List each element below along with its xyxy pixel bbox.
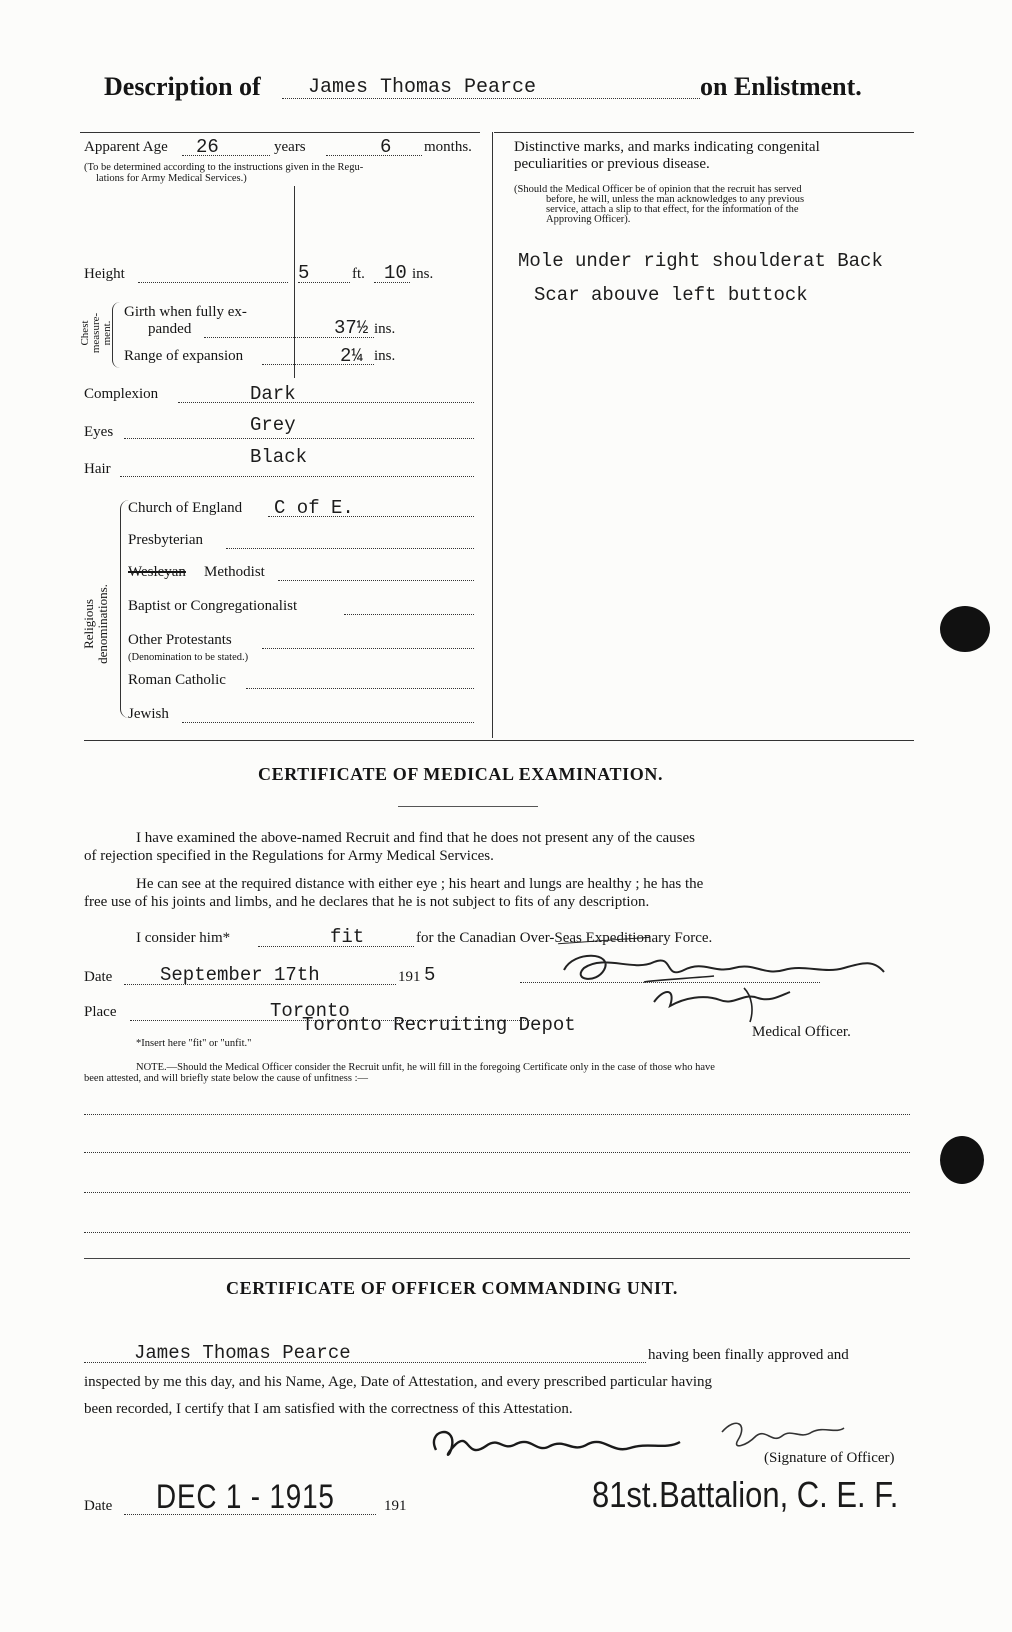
height-label: Height	[84, 266, 125, 282]
marks-note-line-1: (Should the Medical Officer be of opinion that the recruit has served	[514, 184, 802, 195]
date-stamp: DEC 1 - 1915	[156, 1478, 335, 1516]
chest-measurement-label	[79, 300, 113, 370]
methodist-label: Methodist	[204, 564, 265, 580]
medical-date-value: September 17th	[160, 964, 320, 986]
medical-year-prefix: 191	[398, 969, 421, 985]
age-note-line-2: lations for Army Medical Services.)	[96, 173, 247, 184]
medical-officer-signature	[544, 940, 924, 1030]
age-years-value: 26	[196, 136, 219, 158]
commanding-line3: been recorded, I certify that I am satisfied with the correctness of this Attestation.	[84, 1401, 573, 1417]
chest-label-line-2: measure-	[90, 312, 102, 354]
commanding-date-label: Date	[84, 1498, 113, 1514]
distinctive-mark-1: Mole under right shoulderat Back	[518, 250, 883, 272]
girth-label-2: panded	[148, 321, 192, 337]
religion-label	[82, 570, 116, 680]
marks-heading-line-1: Distinctive marks, and marks indicating congenital	[514, 139, 820, 155]
roman-catholic-line	[246, 688, 474, 689]
religion-label-line-1: Religious	[81, 599, 96, 649]
denomination-note: (Denomination to be stated.)	[128, 652, 249, 663]
commanding-certificate-title: CERTIFICATE OF OFFICER COMMANDING UNIT.	[226, 1278, 678, 1298]
medical-para1-line1: I have examined the above-named Recruit and find that he does not present any of the causes	[136, 830, 695, 846]
commanding-name-line	[84, 1362, 646, 1363]
presbyterian-label: Presbyterian	[128, 532, 203, 548]
form-title-prefix: Description of	[104, 72, 261, 101]
marks-note-line-2: before, he will, unless the man acknowledges to any previous	[546, 194, 805, 205]
church-of-england-value: C of E.	[274, 497, 354, 519]
consider-label: I consider him*	[136, 930, 231, 946]
commanding-line2: inspected by me this day, and his Name, Age, Date of Attestation, and every prescribed particular having	[84, 1374, 713, 1390]
height-line	[138, 282, 288, 283]
other-protestants-label: Other Protestants	[128, 632, 232, 648]
commanding-recruit-name: James Thomas Pearce	[134, 1342, 351, 1364]
chest-label-line-1: Chest	[79, 320, 91, 346]
height-ins-line	[374, 282, 410, 283]
girth-label-1: Girth when fully ex-	[124, 304, 247, 320]
medical-year-suffix: 5	[424, 964, 436, 986]
unfitness-line-4	[84, 1232, 910, 1233]
presbyterian-line	[226, 548, 474, 549]
chest-label-line-3: ment.	[101, 320, 113, 346]
medical-para2-line2: free use of his joints and limbs, and he declares that he is not subject to fits of any description.	[84, 894, 650, 910]
jewish-line	[182, 722, 474, 723]
height-ins-value: 10	[384, 262, 407, 284]
girth-ins-label: ins.	[374, 321, 396, 337]
medical-officer-label: Medical Officer.	[752, 1024, 851, 1040]
age-note-line-1: (To be determined according to the instructions given in the Regu-	[84, 162, 364, 173]
range-value: 2¼	[340, 345, 363, 367]
height-ft-value: 5	[298, 262, 310, 284]
punch-hole-bottom	[940, 1136, 984, 1184]
medical-certificate-title: CERTIFICATE OF MEDICAL EXAMINATION.	[258, 764, 664, 784]
for-the-force: for the Canadian Over-Seas Expeditionary Force.	[416, 930, 713, 946]
unfitness-line-1	[84, 1114, 910, 1115]
chest-brace	[112, 302, 121, 368]
eyes-line	[124, 438, 474, 439]
range-ins-label: ins.	[374, 348, 396, 364]
signature-of-officer-label: (Signature of Officer)	[764, 1450, 895, 1466]
ft-label: ft.	[352, 266, 365, 282]
age-months-line	[326, 155, 422, 156]
place-value-2: Toronto Recruiting Depot	[302, 1014, 576, 1036]
complexion-value: Dark	[250, 383, 296, 405]
recruit-name: James Thomas Pearce	[308, 76, 537, 99]
baptist-label: Baptist or Congregationalist	[128, 598, 298, 614]
years-label: years	[274, 139, 306, 155]
medical-title-underline	[398, 806, 538, 807]
medical-para1-line2: of rejection specified in the Regulations for Army Medical Services.	[84, 848, 494, 864]
ins-label: ins.	[412, 266, 434, 282]
name-dotted-line	[282, 98, 700, 99]
girth-value: 37½	[334, 317, 369, 339]
unfit-note-line-1: NOTE.—Should the Medical Officer consider the Recruit unfit, he will fill in the foregoing Certificate only in the case of those who have	[136, 1062, 715, 1073]
commanding-year-prefix: 191	[384, 1498, 407, 1514]
top-rule-right	[494, 132, 914, 133]
jewish-label: Jewish	[128, 706, 169, 722]
battalion-stamp: 81st.Battalion, C. E. F.	[592, 1474, 899, 1515]
church-of-england-label: Church of England	[128, 500, 243, 516]
second-divider	[84, 1258, 910, 1259]
form-title-suffix: on Enlistment.	[700, 72, 862, 101]
insert-note: *Insert here "fit" or "unfit."	[136, 1038, 252, 1049]
place-label: Place	[84, 1004, 117, 1020]
religion-label-line-2: denominations.	[95, 584, 110, 664]
baptist-line	[344, 614, 474, 615]
range-label: Range of expansion	[124, 348, 244, 364]
hair-line	[120, 476, 474, 477]
unfit-note-line-2: been attested, and will briefly state below the cause of unfitness :—	[84, 1073, 368, 1084]
medical-date-label: Date	[84, 969, 113, 985]
methodist-line	[278, 580, 474, 581]
distinctive-mark-2: Scar abouve left buttock	[534, 284, 808, 306]
marks-note-line-3: service, attach a slip to that effect, for the information of the	[546, 204, 799, 215]
roman-catholic-label: Roman Catholic	[128, 672, 226, 688]
complexion-line	[178, 402, 474, 403]
months-label: months.	[424, 139, 472, 155]
hair-label: Hair	[84, 461, 111, 477]
eyes-value: Grey	[250, 414, 296, 436]
section-divider	[84, 740, 914, 741]
apparent-age-label: Apparent Age	[84, 139, 168, 155]
unfitness-line-2	[84, 1152, 910, 1153]
measure-divider	[294, 186, 295, 378]
height-ft-line	[298, 282, 350, 283]
other-protestants-line	[262, 648, 474, 649]
commanding-officer-signature	[416, 1410, 896, 1480]
commanding-line1-tail: having been finally approved and	[648, 1347, 849, 1363]
age-months-value: 6	[380, 136, 392, 158]
age-years-line	[182, 155, 270, 156]
column-divider	[492, 132, 493, 738]
medical-para2-line1: He can see at the required distance with either eye ; his heart and lungs are healthy ; he has the	[136, 876, 704, 892]
marks-note-line-4: Approving Officer).	[546, 214, 631, 225]
complexion-label: Complexion	[84, 386, 159, 402]
place-value-1: Toronto	[270, 1000, 350, 1022]
unfitness-line-3	[84, 1192, 910, 1193]
eyes-label: Eyes	[84, 424, 114, 440]
top-rule	[80, 132, 480, 133]
hair-value: Black	[250, 446, 308, 468]
marks-heading-line-2: peculiarities or previous disease.	[514, 156, 710, 172]
punch-hole-top	[940, 606, 990, 652]
wesleyan-struck-label: Wesleyan	[128, 564, 186, 580]
consider-value: fit	[330, 926, 365, 948]
